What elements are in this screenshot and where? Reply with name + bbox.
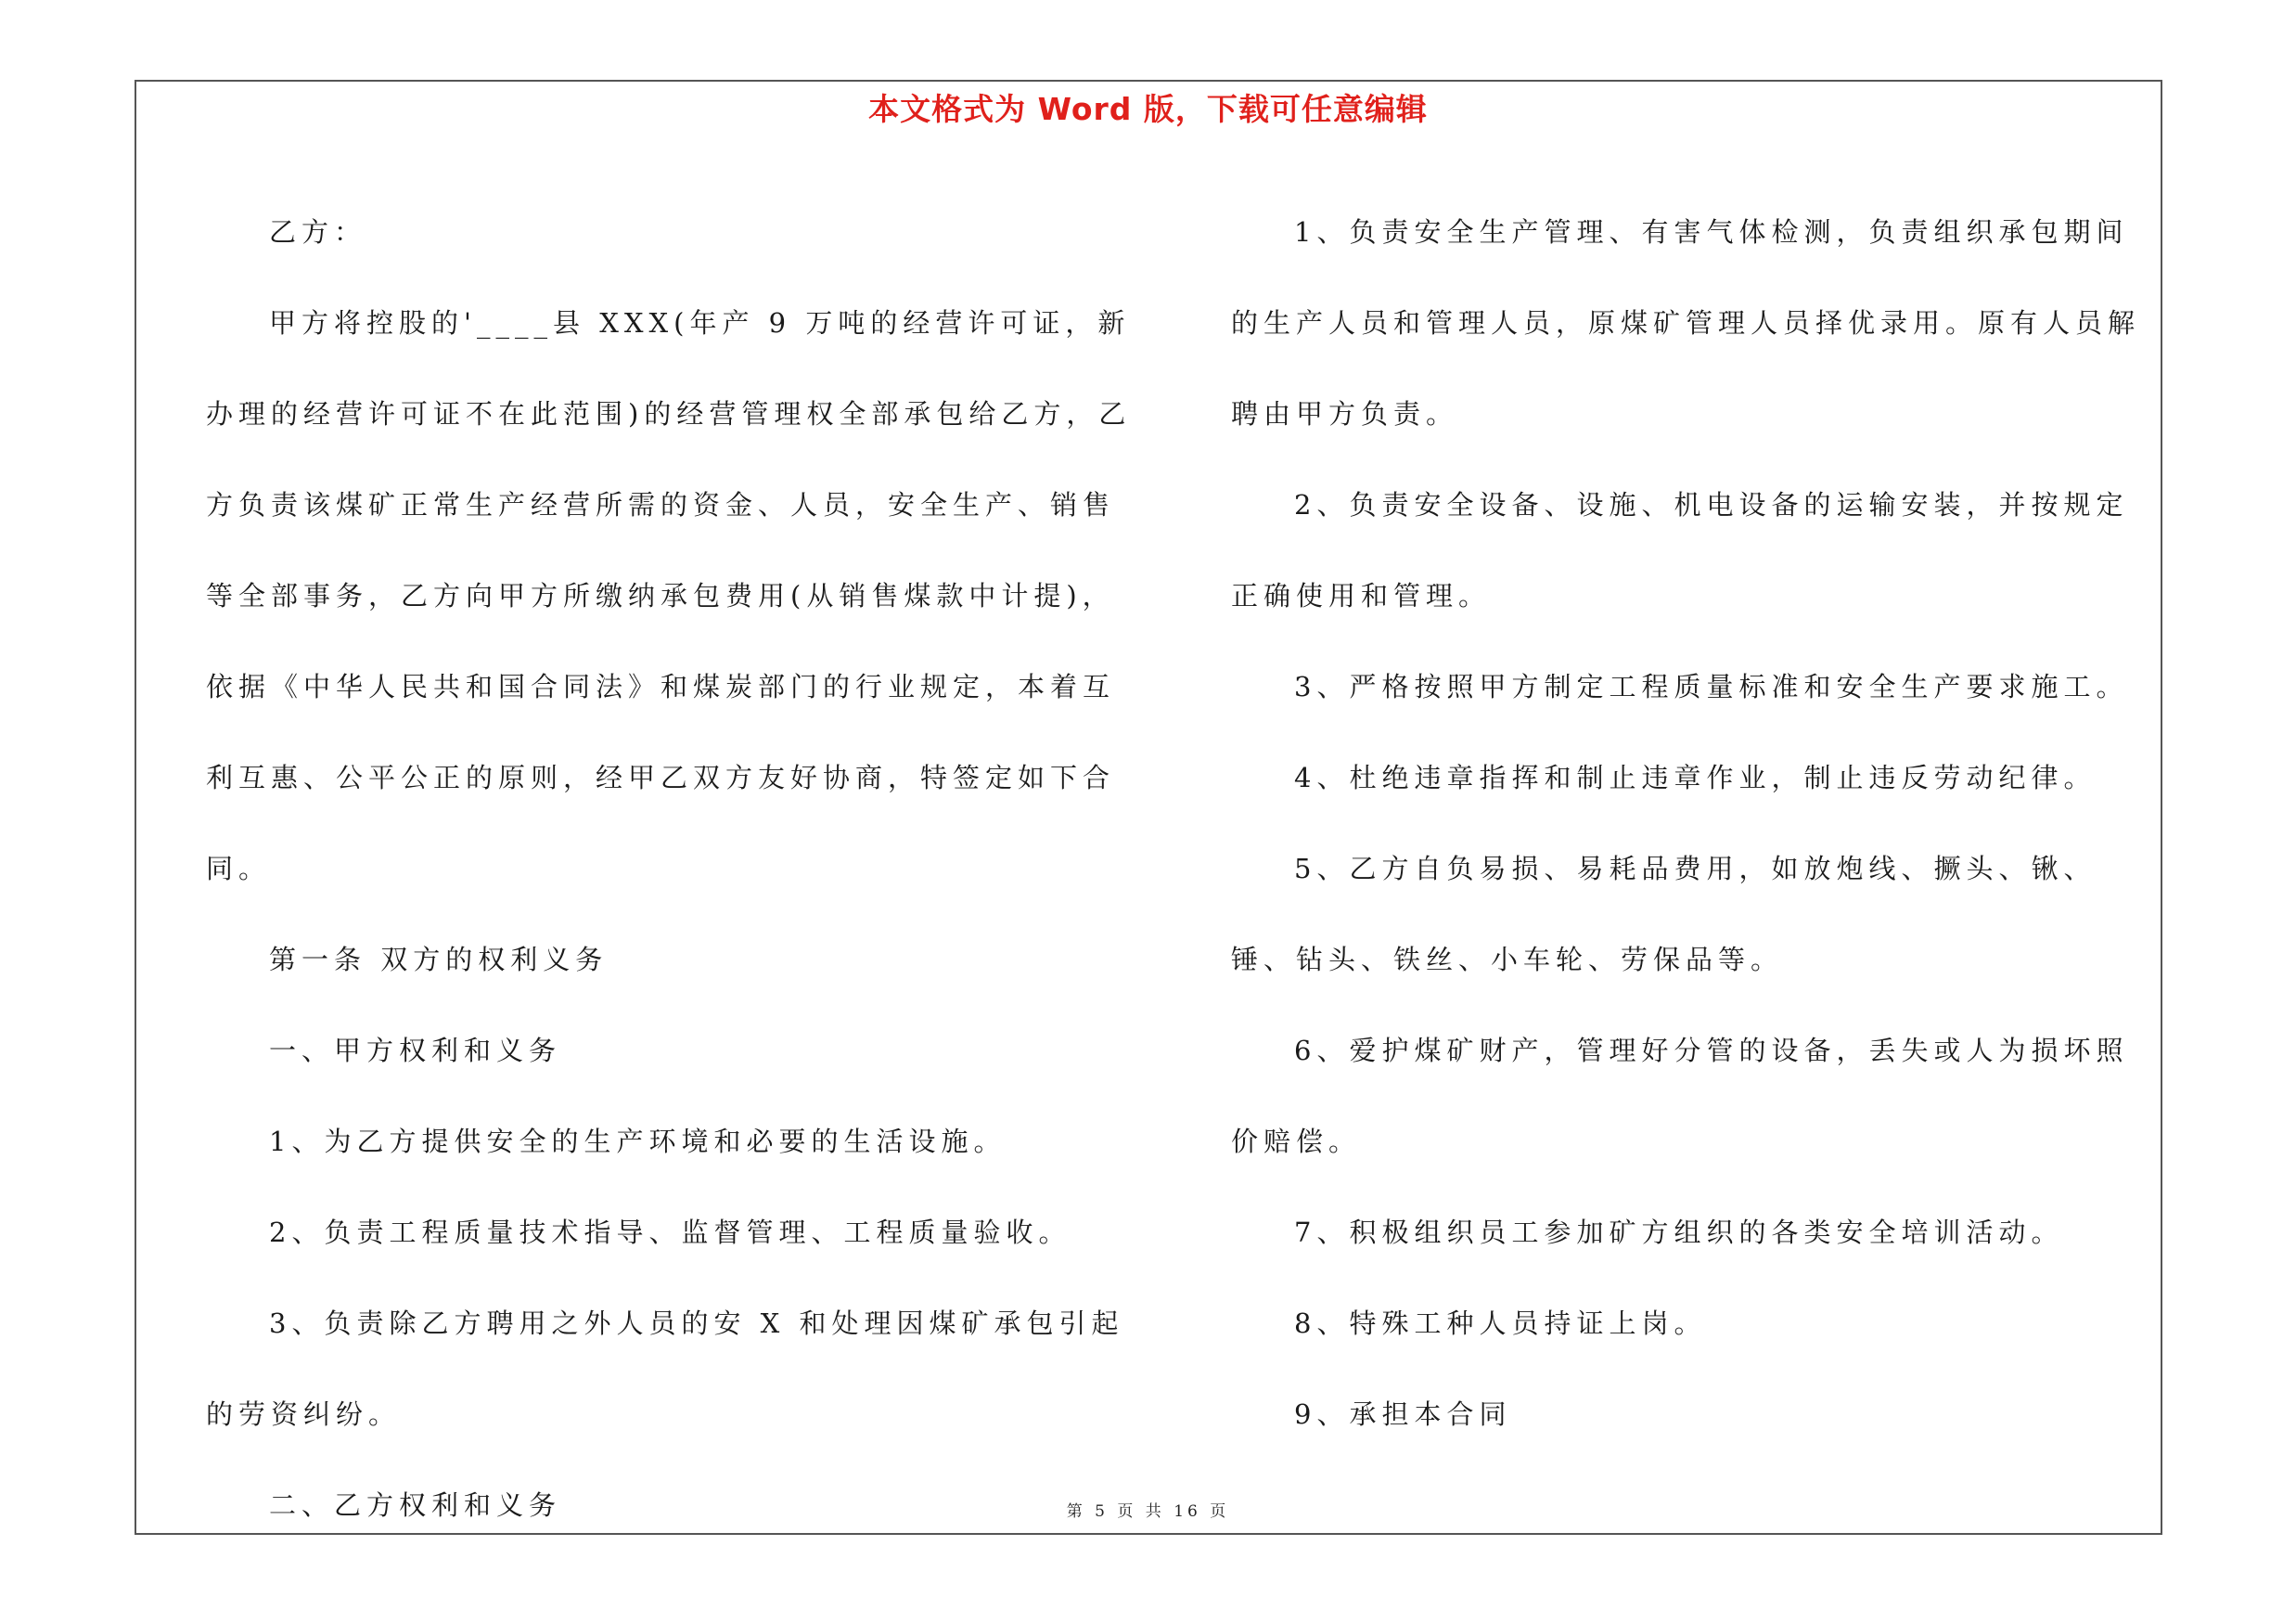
paragraph: 2、负责安全设备、设施、机电设备的运输安装，并按规定正确使用和管理。 — [1231, 489, 2129, 612]
paragraph: 甲方将控股的'____县 XXX(年产 9 万吨的经营许可证，新办理的经营许可证不在此范围)的经营管理权全部承包给乙方，乙方负责该煤矿正常生产经营所需的资金、人员，安全生产、销售等全部事务，乙方向甲方所缴纳承包费用(从销售煤款中计提)，依据《中华人民共和国合同法》和煤炭部门的行业规定，本着互利互惠、公平公正的原则，经甲乙双方友好协商，特签定如下合同。 — [206, 307, 1132, 884]
paragraph: 3、严格按照甲方制定工程质量标准和安全生产要求施工。 — [1294, 671, 2129, 702]
paragraph: 9、承担本合同 — [1294, 1398, 1512, 1430]
paragraph: 8、特殊工种人员持证上岗。 — [1294, 1307, 1707, 1339]
paragraph: 二、乙方权利和义务 — [269, 1489, 562, 1521]
paragraph: 3、负责除乙方聘用之外人员的安 X 和处理因煤矿承包引起的劳资纠纷。 — [206, 1307, 1124, 1430]
right-column — [1231, 187, 2154, 1460]
paragraph: 第一条 双方的权利义务 — [269, 944, 609, 975]
paragraph: 7、积极组织员工参加矿方组织的各类安全培训活动。 — [1294, 1217, 2064, 1248]
document-banner: 本文格式为 Word 版，下载可任意编辑 — [868, 91, 1428, 127]
paragraph: 1、负责安全生产管理、有害气体检测，负责组织承包期间的生产人员和管理人员，原煤矿管理人员择优录用。原有人员解聘由甲方负责。 — [1231, 216, 2141, 430]
paragraph: 4、杜绝违章指挥和制止违章作业，制止违反劳动纪律。 — [1294, 762, 2097, 793]
paragraph: 1、为乙方提供安全的生产环境和必要的生活设施。 — [269, 1126, 1007, 1157]
paragraph: 2、负责工程质量技术指导、监督管理、工程质量验收。 — [269, 1217, 1071, 1248]
left-column — [206, 187, 1134, 1551]
page-footer: 第 5 页 共 16 页 — [1066, 1502, 1230, 1521]
paragraph: 一、甲方权利和义务 — [269, 1035, 562, 1066]
paragraph: 乙方： — [269, 216, 367, 248]
paragraph: 6、爱护煤矿财产，管理好分管的设备，丢失或人为损坏照价赔偿。 — [1231, 1035, 2129, 1157]
paragraph: 5、乙方自负易损、易耗品费用，如放炮线、撅头、锹、锤、钻头、铁丝、小车轮、劳保品等。 — [1231, 853, 2097, 975]
